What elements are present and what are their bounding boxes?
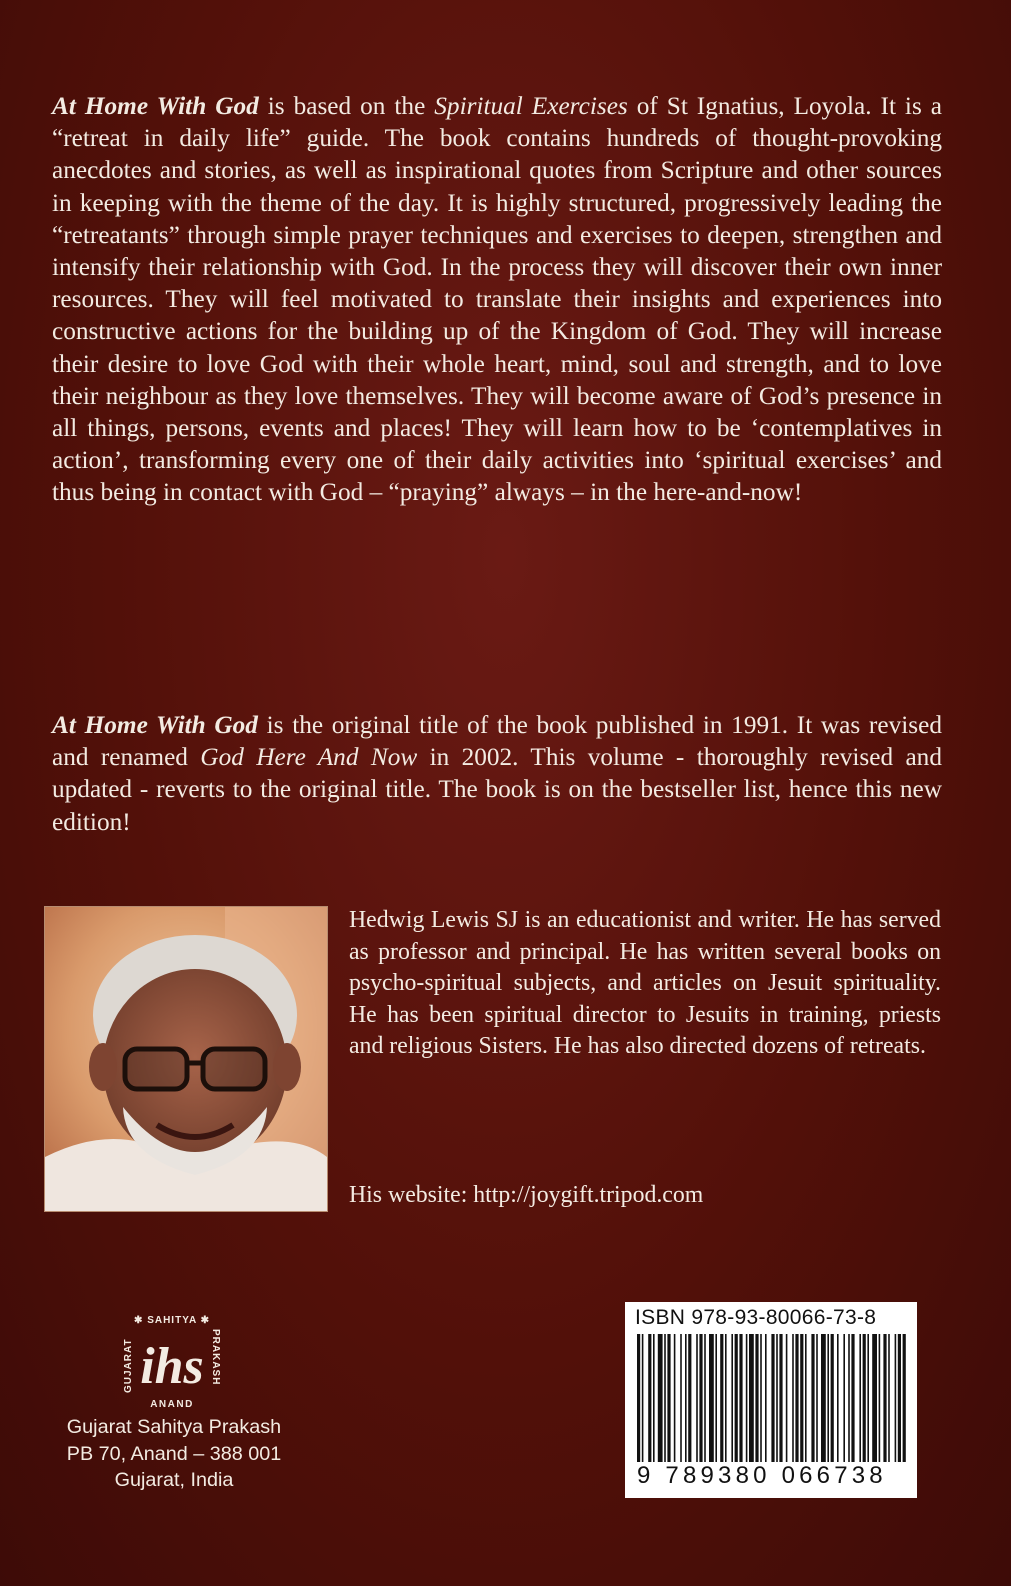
spiritual-exercises-italic: Spiritual Exercises [434,92,628,120]
barcode-bar [843,1334,845,1462]
barcode-bar [765,1334,767,1462]
barcode-bar [725,1334,727,1462]
description-paragraph-1 [52,90,942,509]
barcode-bar [903,1334,906,1462]
renamed-title-italic: God Here And Now [200,743,418,772]
barcode-bar [664,1334,666,1462]
publisher-address [24,1414,324,1494]
barcode-bar [898,1334,901,1462]
author-photo [44,906,328,1212]
barcode-bar [696,1334,698,1462]
barcode-bar [674,1334,676,1462]
author-bio: Hedwig Lewis SJ is an educationist and writer. He has served as professor and principal. He has written several books on psycho-spiritual subjects, and articles on Jesuit spirituality. He has been spiritual director to Jesuits in training, priests and religious Sisters. He has also directed dozens of retreats. [349,907,941,1059]
publisher-region: Gujarat, India [114,1469,234,1491]
author-portrait-illustration [45,907,327,1211]
isbn-number: ISBN 978-93-80066-73-8 [635,1306,877,1329]
text-run: of St Ignatius, Loyola. It is a “retreat in daily life” guide. The book contains hundreds of thought-provoking anecdotes and stories, as well as inspirational quotes from Scripture and other sources in keeping with the theme of the day. It is highly structured, progressively leading the “retreatants” through simple prayer techniques and exercises to deepen, strengthen and intensify their relationship with God. In the process they will discover their own inner resources. They will feel motivated to translate their insights and experiences into constructive actions for the building up of the Kingdom of God. They will increase their desire to love God with their whole heart, mind, soul and strength, and to love their neighbour as they love themselves. They will become aware of God’s presence in all things, persons, events and places! They will learn how to be ‘contemplatives in action’, transforming every one of their daily activities into ‘spiritual exercises’ and thus being in contact with God – “praying” always – in the here-and-now! [52,92,942,507]
barcode-bar [831,1334,834,1462]
barcode-bar [895,1334,897,1462]
barcode-bar [760,1334,762,1462]
barcode-bar [805,1334,807,1462]
barcode-bar [837,1334,839,1462]
barcode-bar [848,1334,850,1462]
barcode-bar [811,1334,814,1462]
book-title-italic: At Home With God [52,711,258,739]
barcode-bars [633,1334,909,1462]
barcode-bar [667,1334,670,1462]
text-run: in 2002. This volume - thoroughly revised and updated - reverts to the original title. The book is on the bestseller list, hence this new edition! [52,743,942,836]
isbn-barcode [625,1302,917,1498]
text-run: is the original title of the book published in 1991. It was revised and renamed [52,711,942,772]
barcode-bar [715,1334,717,1462]
barcode-bar [749,1334,754,1462]
barcode-bar [851,1334,854,1462]
barcode-bar [685,1334,687,1462]
barcode-bar [879,1334,881,1462]
svg-text:GUJARAT: GUJARAT [123,1338,134,1393]
barcode-bar [731,1334,733,1462]
barcode-bar [653,1334,655,1462]
author-website: His website: http://joygift.tripod.com [349,1182,704,1208]
barcode-bar [680,1334,682,1462]
barcode-bar [648,1334,651,1462]
barcode-bar [637,1334,640,1462]
barcode-bar [821,1334,826,1462]
barcode-bar [816,1334,818,1462]
barcode-bar [720,1334,723,1462]
barcode-bar [771,1334,774,1462]
barcode-bar [658,1334,663,1462]
svg-text:✱ SAHITYA ✱: ✱ SAHITYA ✱ [134,1315,210,1326]
barcode-bar [699,1334,702,1462]
barcode-bar [883,1334,886,1462]
barcode-bar [688,1334,691,1462]
barcode-bar [746,1334,748,1462]
barcode-bar [795,1334,798,1462]
ihs-monogram-icon [117,1311,227,1411]
svg-text:ANAND: ANAND [150,1399,194,1410]
barcode-bar [888,1334,890,1462]
barcode-bar [792,1334,794,1462]
barcode-bar [827,1334,829,1462]
barcode-bar [739,1334,742,1462]
barcode-bar [735,1334,738,1462]
barcode-bar [867,1334,869,1462]
barcode-bar [779,1334,782,1462]
barcode-bar [863,1334,866,1462]
book-title-italic: At Home With God [52,92,259,120]
barcode-bar [755,1334,758,1462]
barcode-bar [859,1334,861,1462]
text-run: is based on the [258,92,435,120]
barcode-bar [872,1334,877,1462]
barcode-digits: 9 789380 066738 [633,1462,913,1490]
svg-text:PRAKASH: PRAKASH [210,1329,221,1386]
barcode-bar [800,1334,803,1462]
svg-text:ihs: ihs [140,1338,204,1395]
barcode-bar [704,1334,706,1462]
publisher-name: Gujarat Sahitya Prakash [66,1416,282,1438]
barcode-bar [709,1334,714,1462]
description-paragraph-2 [52,709,942,838]
publisher-logo [117,1311,227,1411]
publisher-po-box: PB 70, Anand – 388 001 [66,1442,282,1465]
barcode-bar [776,1334,778,1462]
barcode-bar [786,1334,788,1462]
barcode-bar [642,1334,644,1462]
